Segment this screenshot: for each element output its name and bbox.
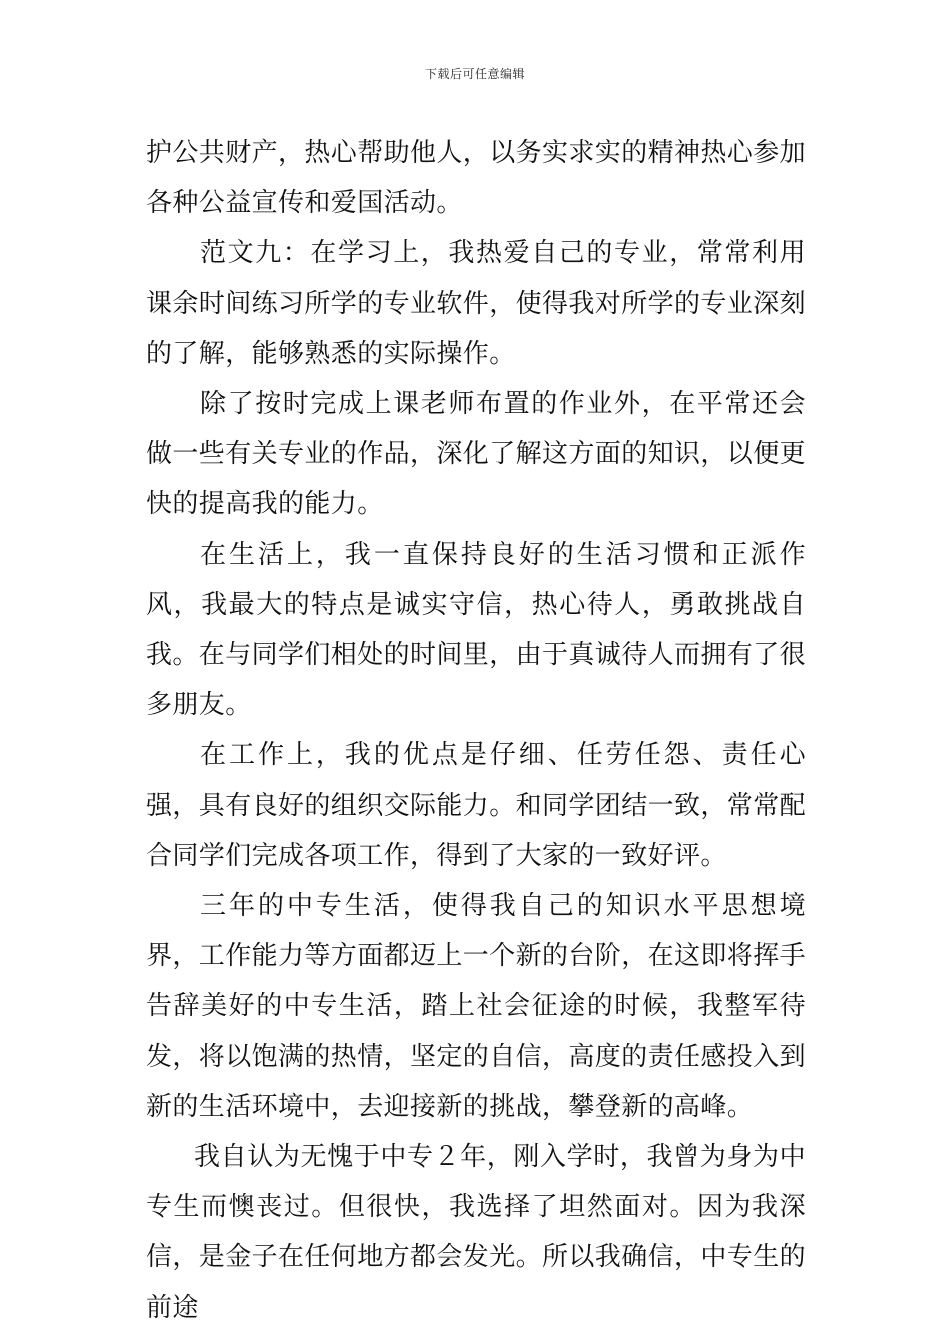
- paragraph-1: 护公共财产，热心帮助他人，以务实求实的精神热心参加各种公益宣传和爱国活动。: [146, 138, 807, 219]
- paragraph-2: 范文九：在学习上，我热爱自己的专业，常常利用课余时间练习所学的专业软件，使得我对所学的专业深刻的了解，能够熟悉的实际操作。: [146, 238, 807, 369]
- paragraph-4: 在生活上，我一直保持良好的生活习惯和正派作风，我最大的特点是诚实守信，热心待人，勇敢挑战自我。在与同学们相处的时间里，由于真诚待人而拥有了很多朋友。: [146, 539, 807, 721]
- page-header-note: 下载后可任意编辑: [424, 67, 525, 81]
- paragraph-5: 在工作上，我的优点是仔细、任劳任怨、责任心强，具有良好的组织交际能力。和同学团结一致，常常配合同学们完成各项工作，得到了大家的一致好评。: [146, 740, 807, 871]
- document-body: [146, 128, 806, 1333]
- paragraph-3: 除了按时完成上课老师布置的作业外，在平常还会做一些有关专业的作品，深化了解这方面的知识，以便更快的提高我的能力。: [146, 389, 807, 520]
- paragraph-6: 三年的中专生活，使得我自己的知识水平思想境界，工作能力等方面都迈上一个新的台阶，在这即将挥手告辞美好的中专生活，踏上社会征途的时候，我整军待发，将以饱满的热情，坚定的自信，高度的责任感投入到新的生活环境中，去迎接新的挑战，攀登新的高峰。: [146, 891, 807, 1122]
- paragraph-7: 我自认为无愧于中专２年，刚入学时，我曾为身为中专生而懊丧过。但很快，我选择了坦然面对。因为我深信，是金子在任何地方都会发光。所以我确信，中专生的前途: [146, 1142, 807, 1323]
